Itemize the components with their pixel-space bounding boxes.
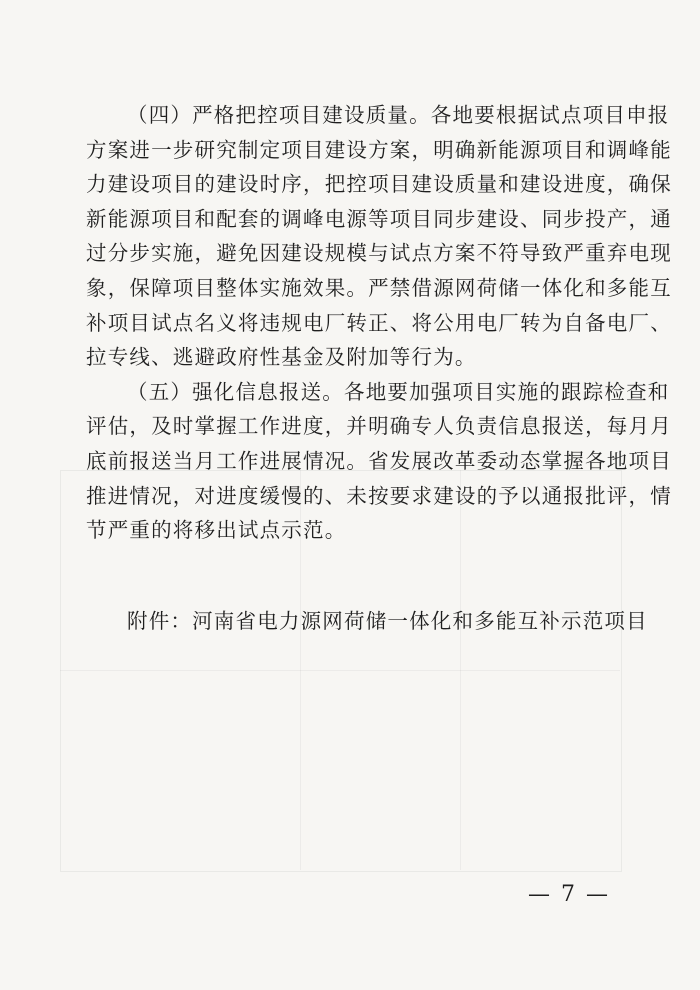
- attachment-line: 附件：河南省电力源网荷储一体化和多能互补示范项目: [127, 609, 648, 633]
- text-line: 底前报送当月工作进展情况。省发展改革委动态掌握各地项目: [86, 448, 672, 473]
- bleed-through-line: [60, 670, 620, 671]
- text-line: 评估，及时掌握工作进度，并明确专人负责信息报送，每月月: [86, 414, 672, 439]
- paragraph-quality-control: [86, 98, 672, 375]
- text-line: 力建设项目的建设时序，把控项目建设质量和建设进度，确保: [86, 172, 672, 197]
- text-line: 补项目试点名义将违规电厂转正、将公用电厂转为自备电厂、: [86, 310, 672, 335]
- page-number: — 7 —: [528, 882, 610, 907]
- text-line: 方案进一步研究制定项目建设方案，明确新能源项目和调峰能: [86, 137, 672, 162]
- text-line: 节严重的将移出试点示范。: [86, 518, 347, 543]
- text-line: （四）严格把控项目建设质量。各地要根据试点项目申报: [127, 103, 670, 127]
- body-text: [86, 98, 672, 548]
- text-line: 拉专线、逃避政府性基金及附加等行为。: [86, 345, 477, 370]
- text-line: （五）强化信息报送。各地要加强项目实施的跟踪检查和: [127, 379, 670, 404]
- text-line: 过分步实施，避免因建设规模与试点方案不符导致严重弃电现: [86, 241, 672, 266]
- text-line: 推进情况，对进度缓慢的、未按要求建设的予以通报批评，情: [86, 483, 672, 508]
- paragraph-info-reporting: [86, 375, 672, 548]
- text-line: 象，保障项目整体实施效果。严禁借源网荷储一体化和多能互: [86, 275, 672, 300]
- text-line: 新能源项目和配套的调峰电源等项目同步建设、同步投产，通: [86, 206, 672, 231]
